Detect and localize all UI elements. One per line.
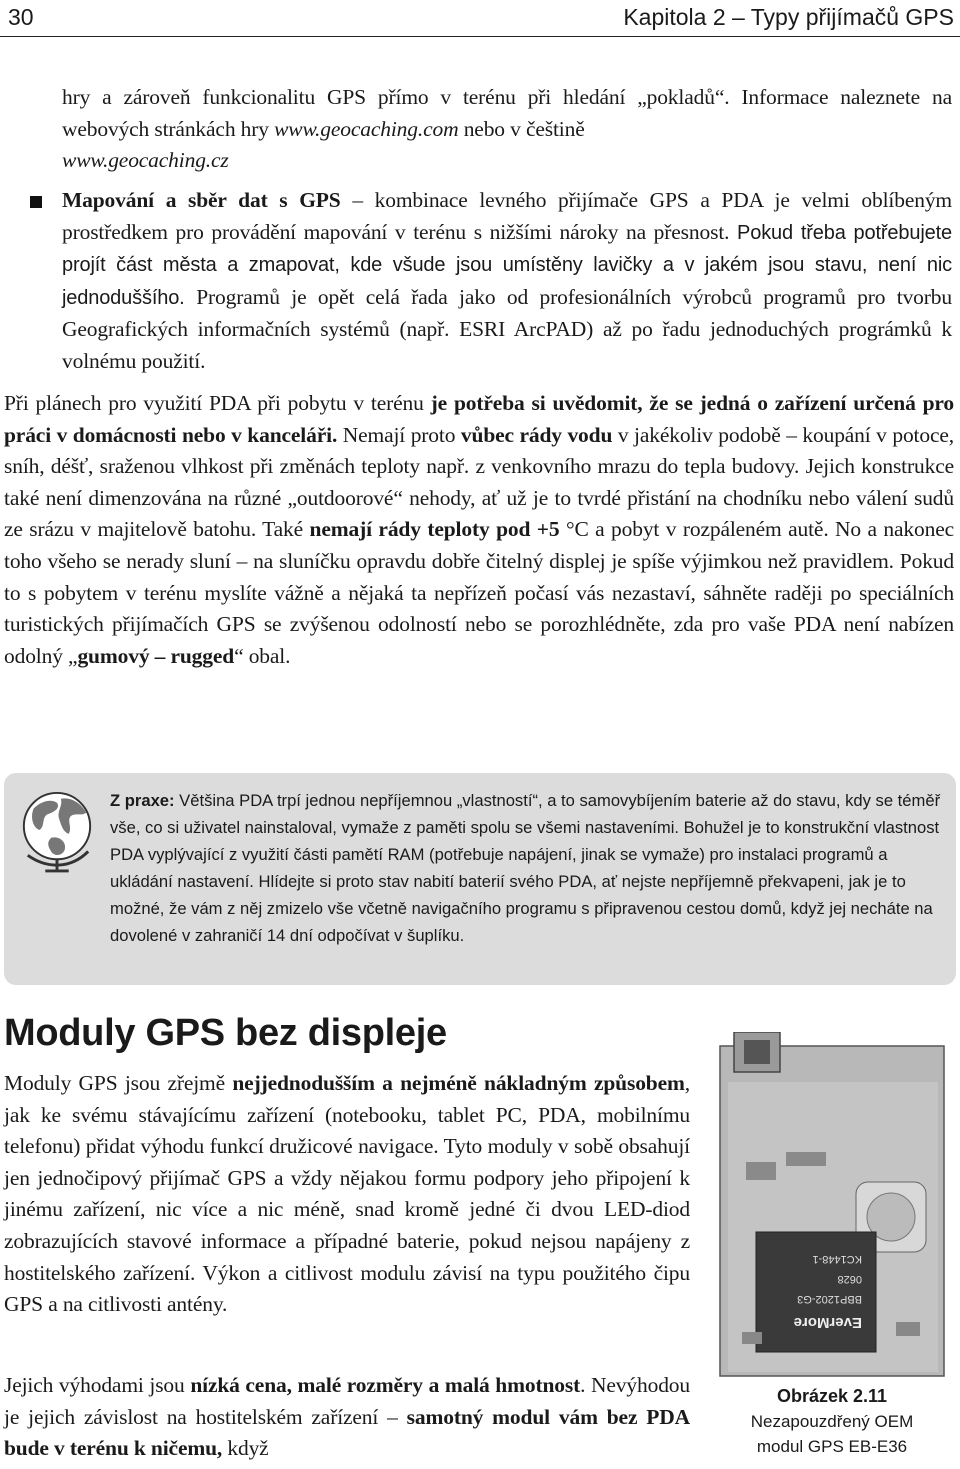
advantages-bold-2: samotný modul vám bez PDA bude v terénu k ničemu,	[4, 1404, 690, 1461]
advantages-text-2: . Nevýhodou je jejich závislost na hostitelském zařízení –	[4, 1373, 690, 1429]
geocaching-cz-link[interactable]: www.geocaching.cz	[62, 148, 229, 173]
modules-text-2: , jak ke svému stávajícímu zařízení (notebooku, tablet PC, PDA, mobilnímu telefonu) přidat výhodu funkcí družicové navigace. Tyto moduly v sobě obsahují jen jednočipový přijímač GPS a vždy nějakou formu podpory jeho připojení k jinému zařízení, nic více a nic méně, snad kromě jedné či dvou LED-diod zobrazujících stavové informace a případné baterie, pokud nejsou napájeny z hostitelského zařízení. Výkon a citlivost modulu závisí na typu použitého čipu GPS a na citlivosti antény.	[4, 1071, 690, 1317]
pda-text-2: Nemají proto	[337, 422, 461, 447]
advantages-text-1: Jejich výhodami jsou	[4, 1373, 191, 1397]
chip-date: 0628	[837, 1273, 862, 1285]
bullet-text-3: Programů je opět celá řada jako od profesionálních výrobců programů pro tvorbu Geografických informačních systémů (např. ESRI ArcPAD) až po řadu jednoduchých prográmků k volnému použití.	[62, 284, 952, 373]
intro-text: hry a zároveň funkcionalitu GPS přímo v terénu při hledání „pokladů“. Informace naleznete na webových stránkách hry	[62, 85, 952, 141]
bullet-paragraph	[62, 185, 952, 378]
figure-caption-title: Obrázek 2.11	[776, 1386, 888, 1406]
pda-paragraph	[4, 388, 954, 672]
practice-note-text	[110, 787, 942, 950]
practice-note-box	[4, 773, 956, 985]
page-header	[0, 0, 960, 37]
modules-paragraph	[4, 1068, 690, 1321]
intro-mid-text: nebo v češtině	[458, 116, 585, 141]
chip-code: KC1448-1	[812, 1253, 862, 1265]
pda-text-5: “ obal.	[234, 643, 291, 668]
advantages-text-3: když	[222, 1436, 269, 1461]
pda-text-3: v jakékoliv podobě – koupání v potoce, sníh, déšť, sraženou vlhkost při změnách teploty např. z venkovního mrazu do tepla budovy. Jejich konstrukce také není dimenzována na různé „outdoorové“ nehody, ať už je to tvrdé přistání na chodníku nebo válení sudů ze srázu v majitelově batohu. Také	[4, 422, 954, 542]
advantages-bold-1: nízká cena, malé rozměry a malá hmotnost	[190, 1373, 581, 1397]
practice-note-label: Z praxe:	[110, 791, 175, 810]
chip-model: BBP1202-G3	[797, 1293, 862, 1305]
modules-bold-1: nejjednodušším a nejméně nákladným způsobem	[232, 1071, 685, 1095]
chapter-title: Kapitola 2 – Typy přijímačů GPS	[623, 4, 954, 30]
globe-icon	[18, 787, 96, 873]
figure-caption-line-1: Nezapouzdřený OEM	[750, 1412, 914, 1431]
figure-caption-line-2: modul GPS EB-E36	[756, 1437, 908, 1456]
pda-bold-3: nemají rády teploty pod +5	[309, 517, 560, 542]
bullet-marker	[30, 196, 42, 208]
advantages-paragraph	[4, 1370, 690, 1465]
pda-bold-1: je potřeba si uvědomit, že se jedná o zařízení určená pro práci v domácnosti nebo v kanceláři.	[4, 391, 955, 447]
gps-module-photo	[716, 1032, 948, 1380]
modules-text-1: Moduly GPS jsou zřejmě	[4, 1071, 233, 1095]
pda-text-1: Při plánech pro využití PDA při pobytu v terénu	[4, 391, 431, 415]
page-number: 30	[8, 4, 34, 30]
bullet-text-2: Pokud třeba potřebujete projít část města a zmapovat, kde všude jsou umístěny lavičky a v jakém jsou stavu, není nic jednoduššího.	[62, 221, 952, 309]
practice-note-body: Většina PDA trpí jednou nepříjemnou „vlastností“, a to samovybíjením baterie až do stavu, kdy se téměř vše, co si uživatel nainstaloval, vymaže z paměti spolu se všemi nastaveními. Bohužel je to konstrukční vlastnost PDA vyplývající z využití části pamětí RAM (potřebuje napájení, jinak se vymaže) pro instalaci programů a ukládání nastavení. Hlídejte si proto stav nabití baterií svého PDA, ať nejste nepříjemně překvapeni, jak je to možné, že vám z něj zmizelo vše včetně navigačního programu s připravenou cestou domů, když jej necháte na dovolené v zahraničí 14 dní odpočívat v šuplíku.	[110, 791, 941, 946]
bullet-text-1: – kombinace levného přijímače GPS a PDA je velmi oblíbeným prostředkem pro provádění mapování v terénu s nižšími nároky na přesnost.	[62, 188, 952, 244]
bullet-title: Mapování a sběr dat s GPS	[62, 188, 341, 212]
chip-brand: EverMore	[793, 1314, 862, 1331]
pda-bold-4: gumový – rugged	[77, 643, 235, 668]
pda-bold-2: vůbec rády vodu	[460, 422, 613, 447]
intro-paragraph	[62, 82, 952, 177]
section-heading: Moduly GPS bez displeje	[4, 1012, 447, 1054]
pda-text-4: °C a pobyt v rozpáleném autě. No a nakonec toho všeho se nerady sluní – na sluníčku opravdu dobře čitelný displej je spíše výjimkou než pravidlem. Pokud to s pobytem v terénu myslíte vážně a nějaká ta nepřízeň počasí vás nezastaví, sáhněte raději po speciálních turistických přijímačích GPS se zvýšenou odolností nebo se porozhlédněte, zda pro vaše PDA není nabízen odolný „	[4, 517, 954, 668]
geocaching-com-link[interactable]: www.geocaching.com	[274, 116, 459, 141]
